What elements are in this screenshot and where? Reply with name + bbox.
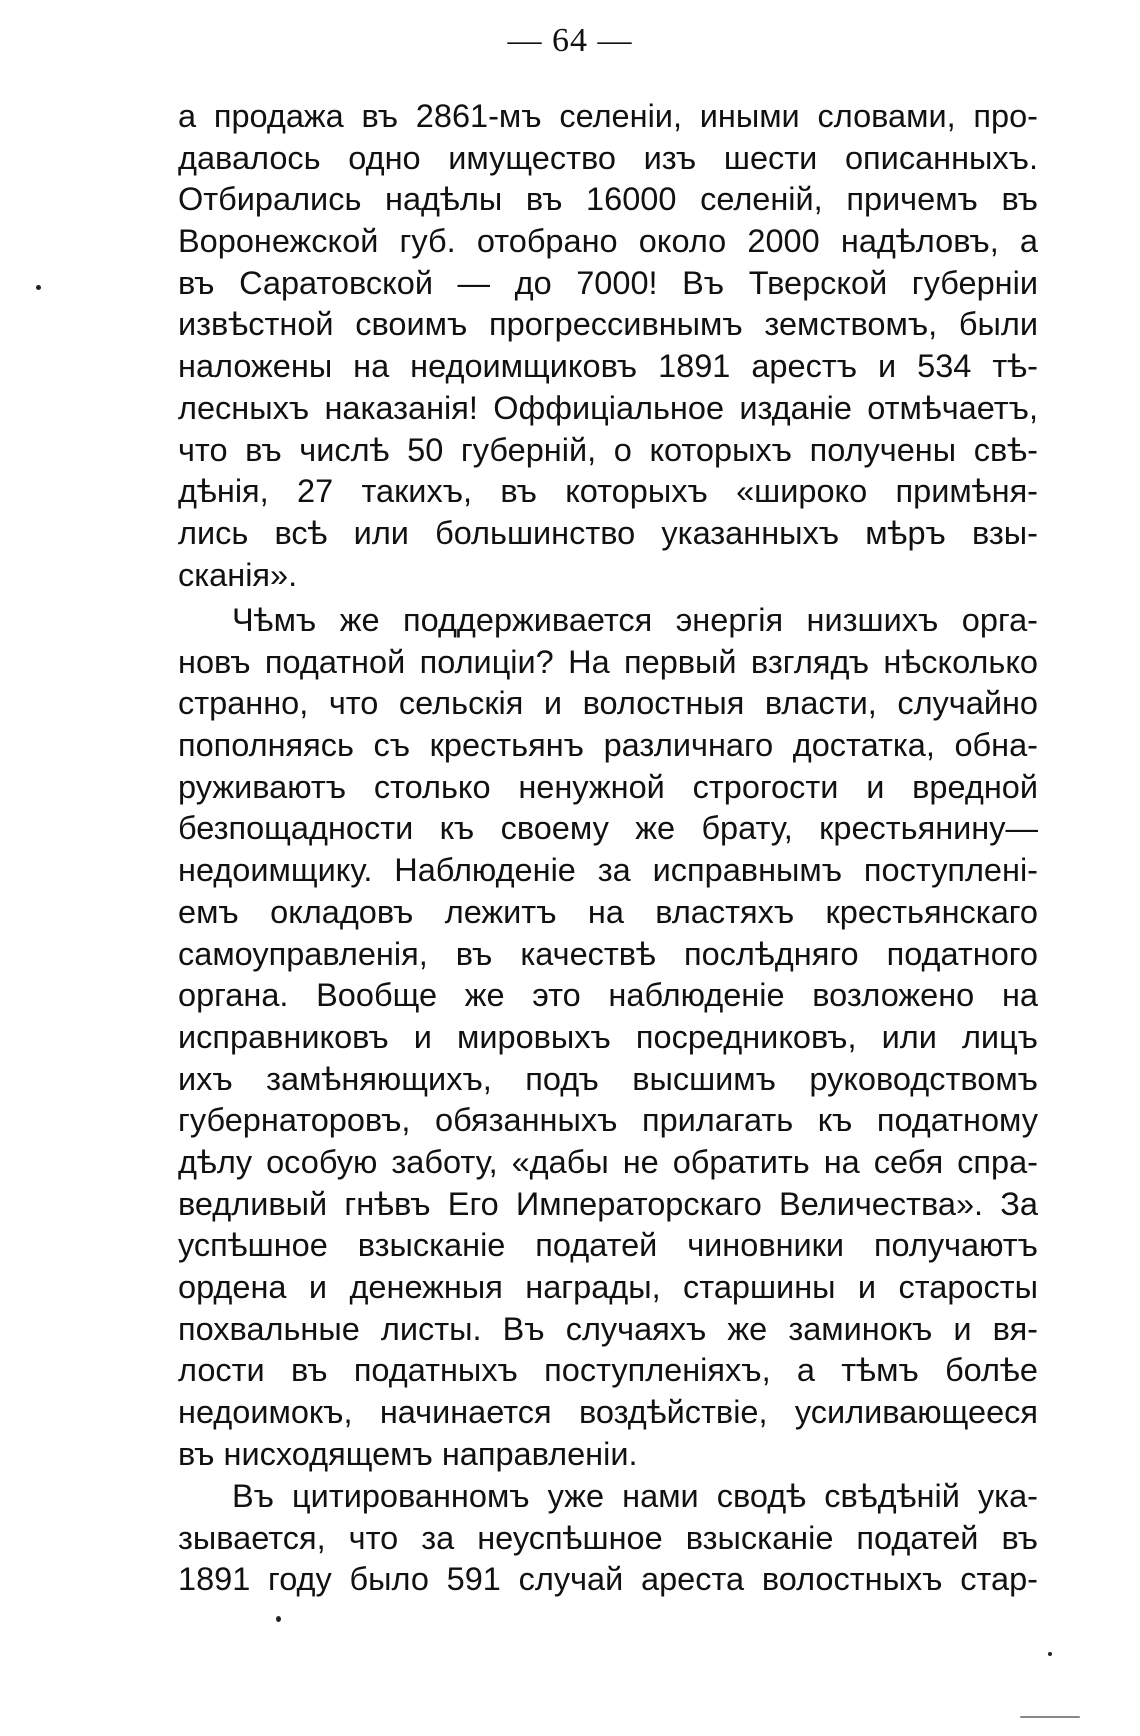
text-line: ихъ замѣняющихъ, подъ высшимъ руководствомъ bbox=[178, 1060, 1038, 1097]
text-line: ордена и денежныя награды, старшины и старосты bbox=[178, 1269, 1038, 1305]
text-line: губернаторовъ, обязанныхъ прилагать къ податному bbox=[178, 1102, 1038, 1139]
scan-speck bbox=[36, 285, 41, 290]
paragraph-1 bbox=[178, 96, 1038, 596]
text-line: въ нисходящемъ направленіи. bbox=[178, 1435, 638, 1472]
scan-speck bbox=[1020, 1716, 1080, 1718]
text-line: руживаютъ столько ненужной строгости и вредной bbox=[178, 768, 1038, 805]
text-line: дѣнія, 27 такихъ, въ которыхъ «широко примѣня- bbox=[178, 473, 1038, 510]
paragraph-2 bbox=[178, 600, 1038, 1475]
paragraph-3 bbox=[178, 1476, 1038, 1601]
text-line: Воронежской губ. отобрано около 2000 надѣловъ, а bbox=[178, 223, 1038, 260]
text-line: недоимщику. Наблюденіе за исправнымъ поступлені- bbox=[178, 852, 1038, 889]
text-line: емъ окладовъ лежитъ на властяхъ крестьянскаго bbox=[178, 893, 1038, 930]
text-line: успѣшное взысканіе податей чиновники получаютъ bbox=[178, 1227, 1038, 1264]
text-line: странно, что сельскія и волостныя власти, случайно bbox=[178, 685, 1038, 722]
text-line: лесныхъ наказанія! Оффиціальное изданіе отмѣчаетъ, bbox=[178, 389, 1038, 426]
text-line: 1891 году было 591 случай ареста волостныхъ стар- bbox=[178, 1561, 1038, 1598]
scan-speck bbox=[1048, 1652, 1052, 1656]
scan-speck bbox=[276, 1616, 281, 1622]
text-line: органа. Вообще же это наблюденіе возложено на bbox=[178, 977, 1038, 1014]
text-line: самоуправленія, въ качествѣ послѣдняго податного bbox=[178, 935, 1038, 972]
page-number: — 64 — bbox=[507, 22, 633, 59]
text-line: что въ числѣ 50 губерній, о которыхъ получены свѣ- bbox=[178, 431, 1038, 468]
text-line: Въ цитированномъ уже нами сводѣ свѣдѣній ука- bbox=[232, 1478, 1038, 1514]
text-line: лости въ податныхъ поступленіяхъ, а тѣмъ болѣе bbox=[178, 1352, 1038, 1389]
text-line: дѣлу особую заботу, «дабы не обратить на себя спра- bbox=[178, 1143, 1038, 1180]
text-line: а продажа въ 2861-мъ селеніи, иными словами, про- bbox=[178, 98, 1038, 134]
text-line: пополняясь съ крестьянъ различнаго достатка, обна- bbox=[178, 727, 1038, 764]
text-line: зывается, что за неуспѣшное взысканіе податей въ bbox=[178, 1519, 1038, 1556]
text-line: въ Саратовской — до 7000! Въ Тверской губерніи bbox=[178, 264, 1038, 301]
text-line: сканія». bbox=[178, 556, 298, 593]
text-line: давалось одно имущество изъ шести описанныхъ. bbox=[178, 139, 1038, 176]
text-line: ведливый гнѣвъ Его Императорскаго Величества». За bbox=[178, 1185, 1038, 1222]
text-line: лись всѣ или большинство указанныхъ мѣръ взы- bbox=[178, 514, 1038, 551]
text-line: извѣстной своимъ прогрессивнымъ земствомъ, были bbox=[178, 306, 1038, 343]
text-line: похвальные листы. Въ случаяхъ же заминокъ и вя- bbox=[178, 1310, 1038, 1347]
text-line: безпощадности къ своему же брату, крестьянину— bbox=[178, 810, 1038, 847]
text-line: Чѣмъ же поддерживается энергія низшихъ орга- bbox=[232, 602, 1038, 638]
text-line: новъ податной полиціи? На первый взглядъ нѣсколько bbox=[178, 643, 1038, 680]
text-line: наложены на недоимщиковъ 1891 арестъ и 534 тѣ- bbox=[178, 348, 1038, 385]
text-line: недоимокъ, начинается воздѣйствіе, усиливающееся bbox=[178, 1394, 1038, 1431]
text-line: исправниковъ и мировыхъ посредниковъ, или лицъ bbox=[178, 1018, 1038, 1055]
text-line: Отбирались надѣлы въ 16000 селеній, причемъ въ bbox=[178, 181, 1038, 218]
